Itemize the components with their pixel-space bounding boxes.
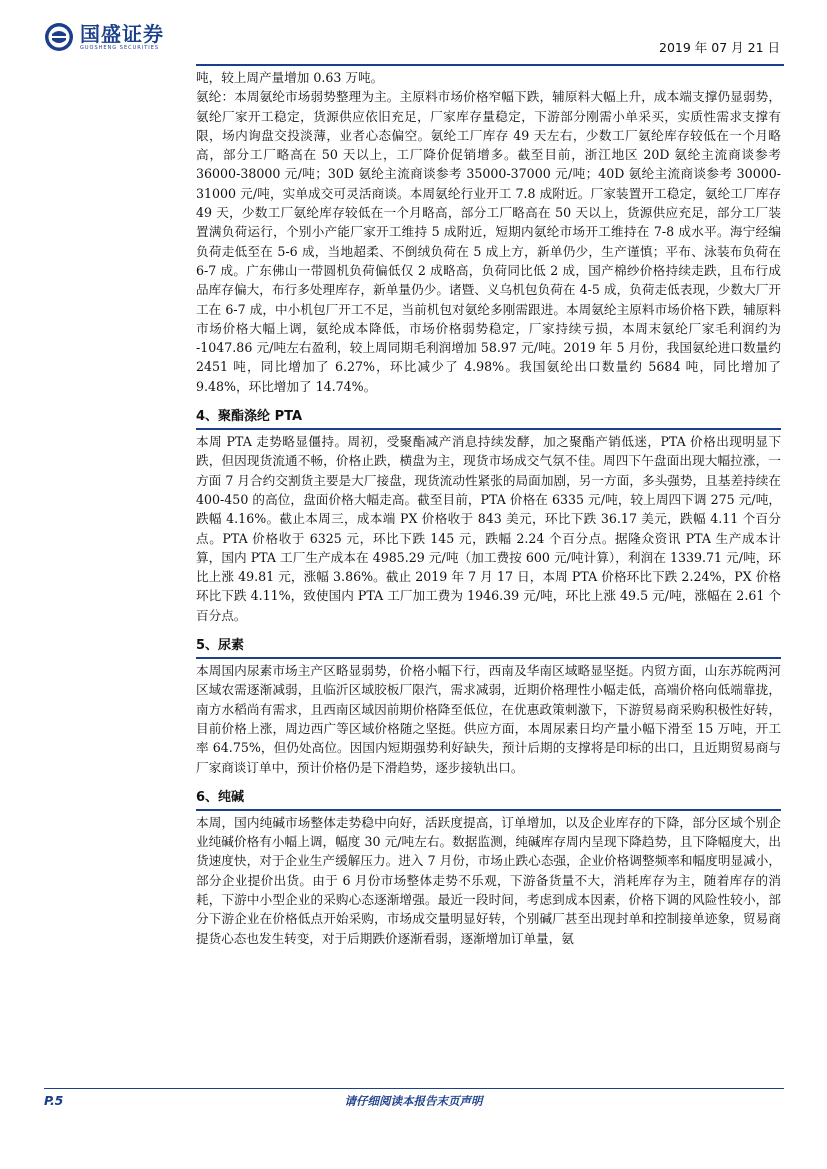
section-title: 5、尿素 [196, 636, 781, 659]
page-header [44, 22, 784, 62]
intro-paragraph: 吨，较上周产量增加 0.63 万吨。 [196, 70, 384, 85]
logo-subname: GUOSHENG SECURITIES [80, 44, 160, 51]
header-divider [196, 64, 784, 66]
section-pta [196, 407, 781, 625]
section-soda-ash [196, 788, 781, 948]
logo-name: 国盛证券 [80, 21, 164, 46]
footer-divider [44, 1088, 784, 1089]
section-title: 4、聚酯涤纶 PTA [196, 407, 781, 430]
page-number: P.5 [44, 1093, 64, 1108]
company-logo [44, 22, 164, 52]
report-body [196, 68, 781, 948]
logo-mark-icon [44, 22, 74, 52]
section-paragraph: 本周 PTA 走势略显僵持。周初，受聚酯减产消息持续发酵，加之聚酯产销低迷，PTA 价格出现明显下跌，但因现货流通不畅，价格止跌，横盘为主，现货市场成交气氛不佳。周四下午盘面出现大幅拉涨，一方面 7 月合约交割货主要是大厂接盘，现货流动性紧张的局面加剧，另一方面，多头强势，且基差持续在 400-450 的高位，盘面价格大幅走高。截至目前，PTA 价格在 6335 元/吨，较上周四下调 275 元/吨，跌幅 4.16%。截止本周三，成本端 PX 价格收于 843 美元，环比下跌 36.17 美元，跌幅 4.11 个百分点。PTA 价格收于 6325 元，环比下跌 145 元，跌幅 2.24 个百分点。据隆众资讯 PTA 生产成本计算，国内 PTA 工厂生产成本在 4985.29 元/吨（加工费按 600 元/吨计算），利润在 1339.71 元/吨，环比上涨 49.81 元，涨幅 3.86%。截止 2019 年 7 月 17 日，本周 PTA 价格环比下跌 2.24%，PX 价格环比下跌 4.11%，致使国内 PTA 工厂加工费为 1946.39 元/吨，环比上涨 49.5 元/吨，涨幅在 2.61 个百分点。 [196, 434, 781, 623]
spandex-paragraph: 氨纶：本周氨纶市场弱势整理为主。主原料市场价格窄幅下跌，辅原料大幅上升，成本端支撑仍显弱势，氨纶厂家开工稳定，货源供应依旧充足，厂家库存量稳定，下游部分刚需小单采买，实质性需求支撑有限，场内询盘交投淡薄，业者心态偏空。氨纶工厂库存 49 天左右，少数工厂氨纶库存较低在一个月略高，部分工厂略高在 50 天以上，工厂降价促销增多。截至目前，浙江地区 20D 氨纶主流商谈参考 36000-38000 元/吨；30D 氨纶主流商谈参考 35000-37000 元/吨；40D 氨纶主流商谈参考 30000-31000 元/吨，实单成交可灵活商谈。本周氨纶行业开工 7.8 成附近。厂家装置开工稳定，氨纶工厂库存 49 天，少数工厂氨纶库存较低在一个月略高，部分工厂略高在 50 天以上，货源供应充足，部分工厂装置满负荷运行，个别小产能厂家开工维持 5 成附近，短期内氨纶市场开工维持在 7-8 成水平。海宁经编负荷走低至在 5-6 成，当地超柔、不倒绒负荷在 5 成上方，新单仍少，生产谨慎；平布、泳装布负荷在 6-7 成。广东佛山一带圆机负荷偏低仅 2 成略高，负荷同比低 2 成，国产棉纱价格持续走跌，且布行成品库存偏大，布行多处理库存，新单量仍少。诸暨、义乌机包负荷在 4-5 成，负荷走低表现，少数大厂开工在 6-7 成，中小机包厂开工不足，当前机包对氨纶多刚需跟进。本周氨纶主原料市场价格下跌，辅原料市场价格大幅上调，氨纶成本降低，市场价格弱势稳定，厂家持续亏损，本周末氨纶厂家毛利润约为 -1047.86 元/吨左右盈利，较上周同期毛利润增加 58.97 元/吨。2019 年 5 月份，我国氨纶进口数量约 2451 吨，同比增加了 6.27%，环比减少了 4.98%。我国氨纶出口数量约 5684 吨，同比增加了 9.48%，环比增加了 14.74%。 [196, 89, 781, 394]
section-urea [196, 636, 781, 777]
report-date: 2019 年 07 月 21 日 [659, 40, 780, 55]
section-paragraph: 本周，国内纯碱市场整体走势稳中向好，活跃度提高，订单增加，以及企业库存的下降，部分区域个别企业纯碱价格有小幅上调，幅度 30 元/吨左右。数据监测，纯碱库存周内呈现下降趋势，且下降幅度大，出货速度快，对于企业生产缓解压力。进入 7 月份，市场止跌心态强，企业价格调整频率和幅度明显减小，部分企业提价出货。由于 6 月份市场整体走势不乐观，下游备货量不大，消耗库存为主，随着库存的消耗，下游中小型企业的采购心态逐渐增强。最近一段时间，考虑到成本因素，价格下调的风险性较小，部分下游企业在价格低点开始采购，市场成交量明显好转，个别碱厂甚至出现封单和控制接单迹象，贸易商提货心态也发生转变，对于后期跌价逐渐看弱，逐渐增加订单量，氨 [196, 814, 781, 946]
section-paragraph: 本周国内尿素市场主产区略显弱势，价格小幅下行，西南及华南区域略显坚挺。内贸方面，山东苏皖两河区域农需逐渐减弱，且临沂区域胶板厂限汽，需求减弱，近期价格理性小幅走低，高端价格向低端靠拢，南方水稻尚有需求，且西南区域因前期价格降至低位，在优惠政策刺激下，下游贸易商采购积极性好转，目前价格上涨，周边西广等区域价格随之坚挺。供应方面，本周尿素日均产量小幅下滑至 15 万吨，开工率 64.75%，但仍处高位。因国内短期强势利好缺失，预计后期的支撑将是印标的出口，且近期贸易商与厂家商谈订单中，预计价格仍是下滑趋势，逐步接轨出口。 [196, 663, 781, 775]
section-title: 6、纯碱 [196, 788, 781, 811]
footer-disclaimer: 请仔细阅读本报告末页声明 [344, 1094, 483, 1108]
